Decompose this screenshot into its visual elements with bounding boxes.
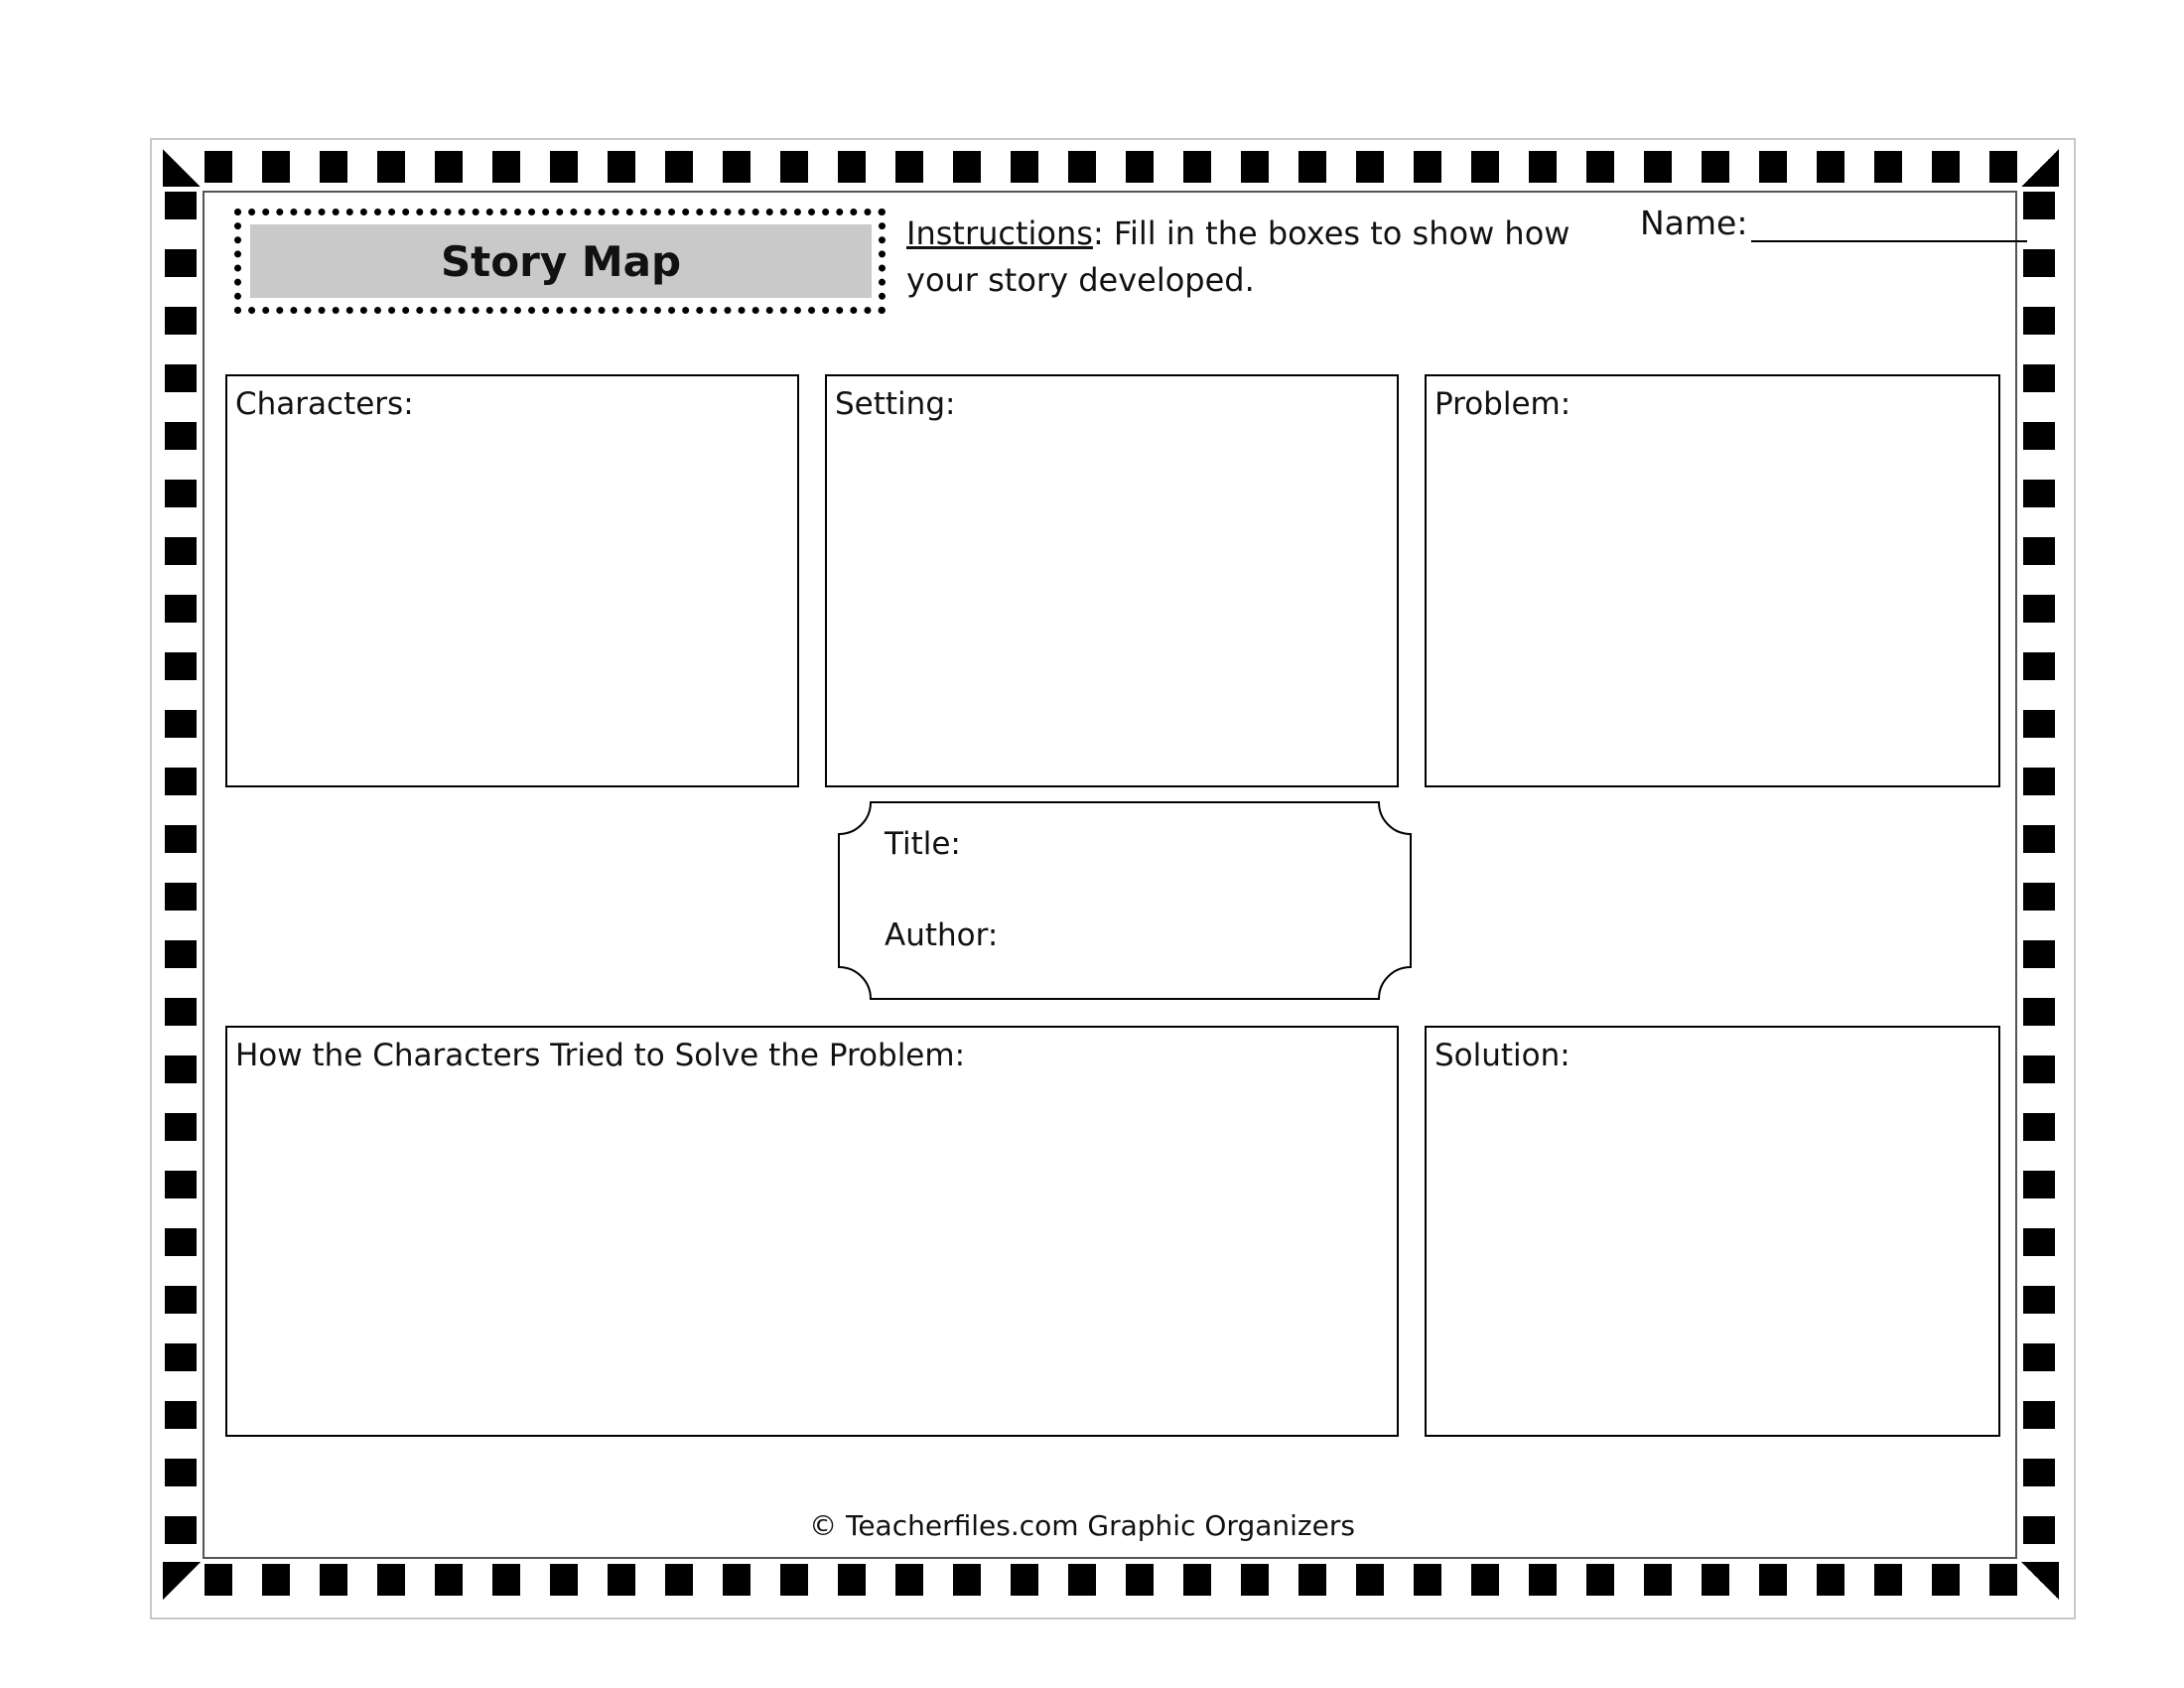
checker-border-bottom bbox=[205, 1564, 2019, 1596]
solution-label: Solution: bbox=[1434, 1038, 1570, 1073]
problem-label: Problem: bbox=[1434, 386, 1571, 422]
instructions-label: Instructions bbox=[906, 214, 1093, 252]
border-corner-top-left bbox=[163, 149, 201, 187]
setting-box[interactable] bbox=[825, 374, 1399, 787]
attempts-box[interactable] bbox=[225, 1026, 1399, 1437]
checker-border-right bbox=[2023, 192, 2055, 1556]
checker-border-left bbox=[165, 192, 197, 1556]
page-title: Story Map bbox=[250, 224, 872, 298]
setting-label: Setting: bbox=[835, 386, 956, 422]
plaque-author-label: Author: bbox=[885, 917, 999, 953]
characters-label: Characters: bbox=[235, 386, 414, 422]
border-corner-bottom-left bbox=[163, 1562, 201, 1600]
border-corner-bottom-right bbox=[2021, 1562, 2059, 1600]
name-blank-line[interactable] bbox=[1751, 205, 2027, 242]
plaque-title-label: Title: bbox=[885, 826, 961, 862]
instructions-text: : Fill in the boxes to show how your story developed. bbox=[906, 214, 1570, 299]
solution-box[interactable] bbox=[1425, 1026, 2000, 1437]
checker-border-top bbox=[205, 151, 2019, 183]
copyright-text: © Teacherfiles.com Graphic Organizers bbox=[809, 1509, 1355, 1542]
name-label: Name: bbox=[1640, 204, 1748, 242]
name-field[interactable] bbox=[1640, 204, 2027, 242]
instructions bbox=[906, 211, 1601, 304]
attempts-label: How the Characters Tried to Solve the Problem: bbox=[235, 1038, 966, 1073]
problem-box[interactable] bbox=[1425, 374, 2000, 787]
footer bbox=[0, 1509, 2184, 1542]
border-corner-top-right bbox=[2021, 149, 2059, 187]
title-author-plaque[interactable] bbox=[837, 800, 1413, 1001]
characters-box[interactable] bbox=[225, 374, 799, 787]
